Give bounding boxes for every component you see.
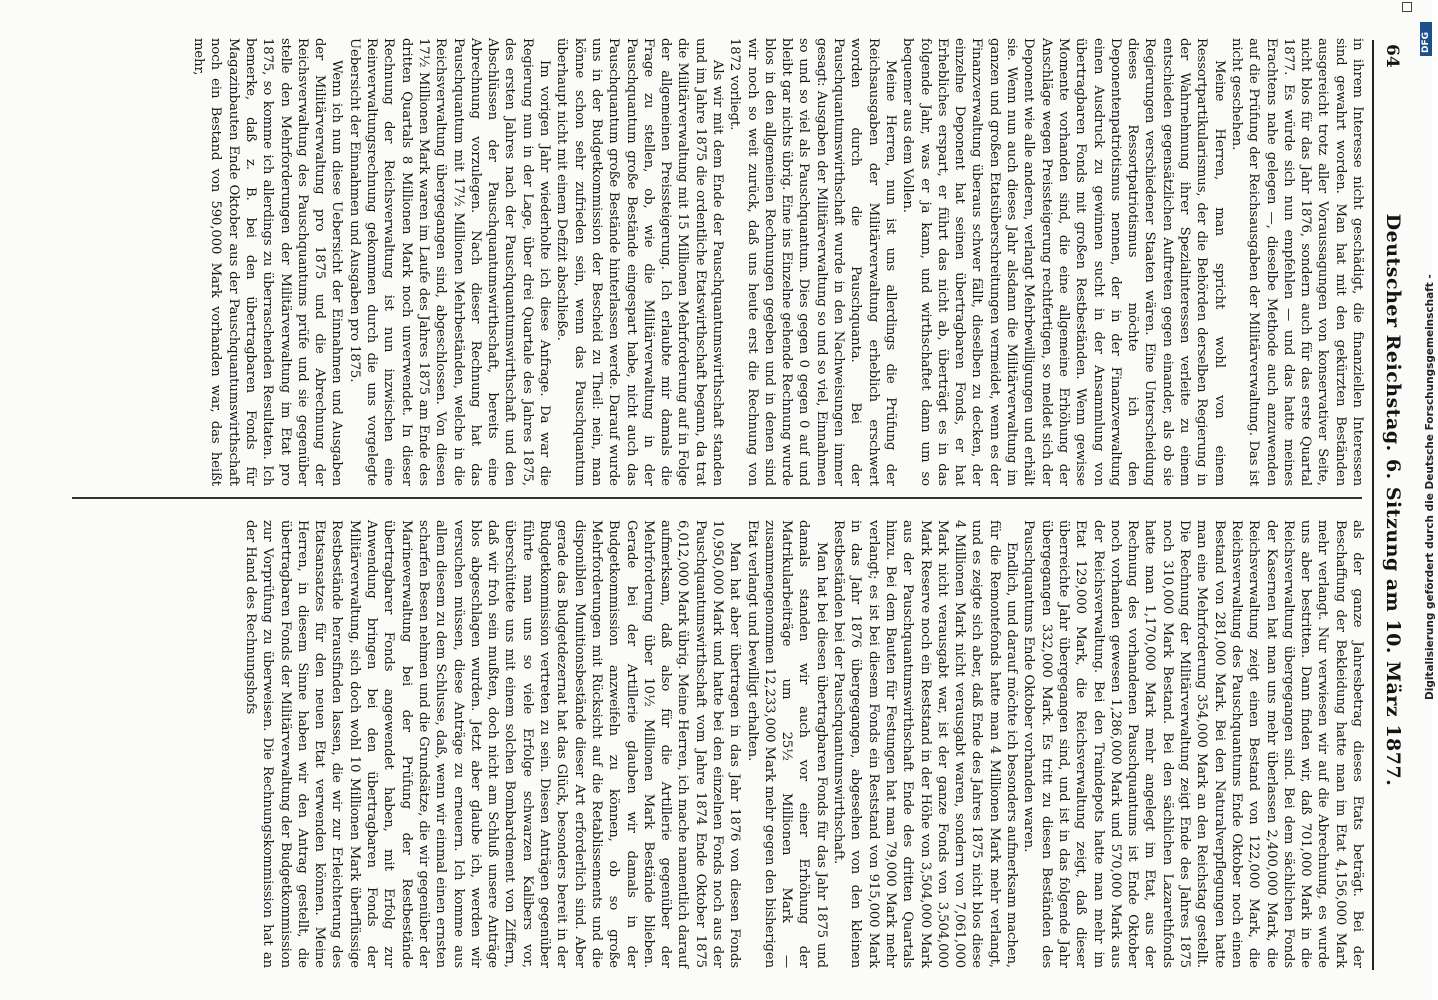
- right-column: [242, 520, 1366, 968]
- page-number: 64: [1382, 44, 1402, 68]
- paragraph: als der ganze Jahresbetrag dieses Etats beträgt. Bei der Beschaffung der Bekleidung hatte man im Etat 4,156,000 Mark mehr verlangt. Nur verwiesen wir auf die Abrechnung, es wurde uns aber bestritten. Dann finden wir, daß 701,000 Mark in die Reichsverwaltung übergegangen sind. Bei dem sächlichen Fonds der Kasernen hat man uns mehr überlassen 2,400,000 Mark, die Reichsverwaltung zeigt einen Bestand von 122,000 Mark, die Reichsverwaltung des Pauschquantums Ende Oktober noch einen Bestand von 281,000 Mark. Bei den Naturalverpflegungen hatte man eine Mehrforderung 354,000 Mark an den Reichstag gestellt. Die Rechnung der Militärverwaltung zeigt Ende des Jahres 1875 noch 310,000 Mark Bestand. Bei den sächlichen Lazarethfonds hatte man 1,170,000 Mark mehr angelegt im Etat, aus der Rechnung des vorhandenen Pauschquantums ist Ende Oktober noch vorhanden gewesen 1,286,000 Mark und 570,000 Mark aus der Reichsverwaltung. Bei den Traindepots hatte man mehr im Etat 129,000 Mark, die Reichsverwaltung zeigt, daß dieser überreichte Jahr übergegangen sind, und ist in das folgende Jahr übergegangen 332,000 Mark. Es tritt zu diesen Beständen des Pauschquantums Ende Oktober vorhanden waren.: [1021, 520, 1365, 968]
- paragraph: in ihrem Interesse nicht geschädigt, die finanziellen Interessen sind gewahrt worden. Man hat mit den gekürzten Beständen ausgereicht trotz aller Voraussagungen von konservativer Seite, nicht blos für das Jahr 1876, sondern auch für das erste Quartal 1877. Es würde sich nun empfehlen — und das hatte meines Erachtens nahe gelegen —, dieselbe Methode auch anzuwenden auf die Prüfung der Reichsausgaben der Militärverwaltung. Das ist nicht geschehen.: [1228, 38, 1365, 486]
- left-column: [190, 38, 1366, 486]
- paragraph: Wenn ich nun diese Uebersicht der Einnahmen und Ausgaben der Militärverwaltung pro 1875 und die Abrechnung der Reichsverwaltung des Pauschquantums prüfe und sie gegenüber stelle den Mehrforderungen der Militärverwaltung im Etat pro 1875, so komme ich allerdings zu überraschenden Resultaten. Ich bemerke, daß z. B. bei den übertragbaren Fonds für Magazinbauten Ende Oktober aus der Pauschquantumswirthschaft noch ein Bestand von 590,000 Mark vorhanden war, das heißt mehr,: [191, 38, 345, 486]
- dfg-logo: [1420, 22, 1432, 56]
- dfg-logo-text: DFG: [1421, 31, 1431, 53]
- column-divider: [72, 497, 1362, 499]
- credit-text: Digitalisierung gefördert durch die Deutsche Forschungsgemeinschaft -: [1424, 274, 1436, 700]
- paragraph: Als wir mit dem Ende der Pauschquantumswirthschaft standen und im Jahre 1875 die ordentliche Etatswirthschaft begann, da trat die Militärverwaltung mit 15 Millionen Mehrforderung auf in Folge der allgemeinen Preissteigerung. Ich erlaubte mir damals die Frage zu stellen, ob, wie die Militärverwaltung in der Pauschquantum große Bestände eingespart habe, nicht auch das Pauschquantum große Bestände hinterlassen werde. Darauf wurde uns in der Budgetkommission der Bescheid zu Theil: nein, man könne schon sehr zufrieden sein, wenn das Pauschquantum überhaupt nicht mit einem Defizit abschließe.: [554, 38, 726, 486]
- paragraph: Meine Herren, nun ist uns allerdings die Prüfung der Reichsausgaben der Militärverwaltung erheblich erschwert worden durch die Pauschquanta. Bei der Pauschquantumswirthschaft wurde in den Nachweisungen immer gesagt: Ausgaben der Militärverwaltung so und so viel, Einnahmen so und so viel als Pauschquantum. Dies gegen 0 gegen 0 auf und bleibt gar nichts übrig. Eine ins Einzelne gehende Rechnung wurde blos in den allgemeinen Rechnungen gegeben und in denen sind wir noch so weit zurück, daß uns heute erst die Rechnung von 1872 vorliegt.: [727, 38, 898, 486]
- paragraph: Meine Herren, man spricht wohl von einem Ressortpartikularismus, der die Behörden derselben Regierung in der Wahrnehmung ihrer Spezialinteressen verleite zu einem entschieden gegensätzlichen Auftreten gegen einander, als ob sie Regierungen verschiedener Staaten wären. Eine Unterscheidung dieses Ressortpatriotismus möchte ich den Deponentenpatriotismus nennen, der in der Finanzverwaltung einen Ausdruck zu gewinnen sucht in der Ansammlung von übertragbaren Fonds mit großen Restbeständen. Wenn gewisse Momente vorhanden sind, die eine allgemeine Erhöhung der Anschläge wegen Preissteigerung rechtfertigen, so meldet sich der Deponent wie alle anderen, verlangt Mehrbewilligungen und erhält sie. Wenn nun auch dieses Jahr alsdann die Militärverwaltung im ganzen und großen Etatsüberschreitungen vermeidet, wenn es der Finanzverwaltung überaus schwer fällt, dieselben zu decken, der einzelne Deponent hat seinen übertragbaren Fonds, er hat Erhebliches erspart, er führt das nicht ab, überträgt es in das folgende Jahr, was er ja kann, und wirthschaftet dann um so bequemer aus dem Vollen.: [900, 38, 1227, 486]
- paragraph: Man hat aber übertragen in das Jahr 1876 von diesen Fonds 10,950,000 Mark und hatte bei den einzelnen Fonds noch aus der Pauschquantumswirthschaft vom Jahre 1874 Ende Oktober 1875 6,012,000 Mark übrig. Meine Herren, ich mache namentlich darauf aufmerksam, daß also für die Artillerie gegenüber der Mehrforderung über 10½ Millionen Mark Bestände blieben. Gerade bei der Artillerie glauben wir damals in der Budgetkommission anzweifeln zu können, ob so große Mehrforderungen mit Rücksicht auf die Retablissements und die disponiblen Munitionsbestände dieser Art erforderlich sind. Aber gerade das Budgetdezernat hat das Glück, besonders bereit in der Budgetkommission vertreten zu sein. Diesen Anträgen gegenüber führte man uns so viele Erfolge schwarzen Kalibers vor, überschüttete uns mit einem solchen Bombardement von Ziffern, daß wir froh sein mußten, doch nicht am Schluß unsere Anträge blos abgeschlagen wurden. Jetzt aber glaube ich, werden wir versuchen müssen, diese Anträge zu erneuern. Ich komme aus allem diesem zu dem Schlusse, daß, wenn wir einmal einen ernsten scharfen Besen nehmen und die Grundsätze, die wir gegenüber der Marineverwaltung bei der Prüfung der Restbestände übertragbarer Fonds angewendet haben, mit Erfolg zur Anwendung bringen bei den übertragbaren Fonds der Militärverwaltung, sich doch wohl 10 Millionen Mark überflüssige Restbestände herausfinden lassen, die wir zur Erleichterung des Etatsansatzes für den neuen Etat verwenden können. Meine Herren, in diesem Sinne haben wir den Antrag gestellt, die übertragbaren Fonds der Militärverwaltung der Budgetkommission zur Vorprüfung zu überweisen. Die Rechnungskommission hat an der Hand des Rechnungshofs: [243, 520, 743, 968]
- page-header: [1372, 0, 1406, 1000]
- paragraph: Im vorigen Jahr wiederholte ich diese Anfrage. Da war die Regierung nun in der Lage, über drei Quartale des Jahres 1875, des ersten Jahres nach der Pauschquantumswirthschaft und den Abschlüssen der Pauschquantumswirthschaft, bereits eine Abrechnung vorzulegen. Nach dieser Rechnung hat das Pauschquantum mit 17½ Millionen Mehrbeständen, welche in die Reichsverwaltung übergegangen sind, abgeschlossen. Von diesen 17½ Millionen Mark waren im Laufe des Jahres 1875 am Ende des dritten Quartals 8 Millionen Mark noch unverwendet. In dieser Rechnung der Reichsverwaltung ist nun inzwischen eine Reinverwaltungsrechnung gekommen durch die uns vorgelegte Uebersicht der Einnahmen und Ausgaben pro 1875.: [346, 38, 553, 486]
- paragraph: Man hat bei diesen übertragbaren Fonds für das Jahr 1875 und damals standen wir auch vor einer Erhöhung der Matrikularbeiträge um 25½ Millionen Mark — zusammengenommen 12,233,000 Mark mehr gegen den bisherigen Etat verlangt und bewilligt erhalten.: [744, 520, 829, 968]
- paragraph: Endlich, und darauf möchte ich besonders aufmerksam machen, für die Remontefonds hatte man 4 Millionen Mark mehr verlangt, und es zeigte sich aber, daß Ende des Jahres 1875 nicht blos diese 4 Millionen Mark nicht verausgabt waren, sondern von 7,061,000 Mark nicht verausgabt war, ist der ganze Fonds von 3,504,000 Mark Reserve noch ein Reststand in der Höhe von 3,504,000 Mark aus der Pauschquantumswirthschaft Ende des dritten Quartals hinzu. Bei dem Bauten für Festungen hat man 79,000 Mark mehr verlangt; es ist bei diesem Fonds ein Reststand von 915,000 Mark in das Jahr 1876 übergegangen, abgesehen von den kleinen Restbeständen bei der Pauschquantumswirthschaft.: [831, 520, 1020, 968]
- header-rule: [1372, 40, 1374, 970]
- running-title: Deutscher Reichstag. 6. Sitzung am 10. März 1877.: [1382, 213, 1404, 787]
